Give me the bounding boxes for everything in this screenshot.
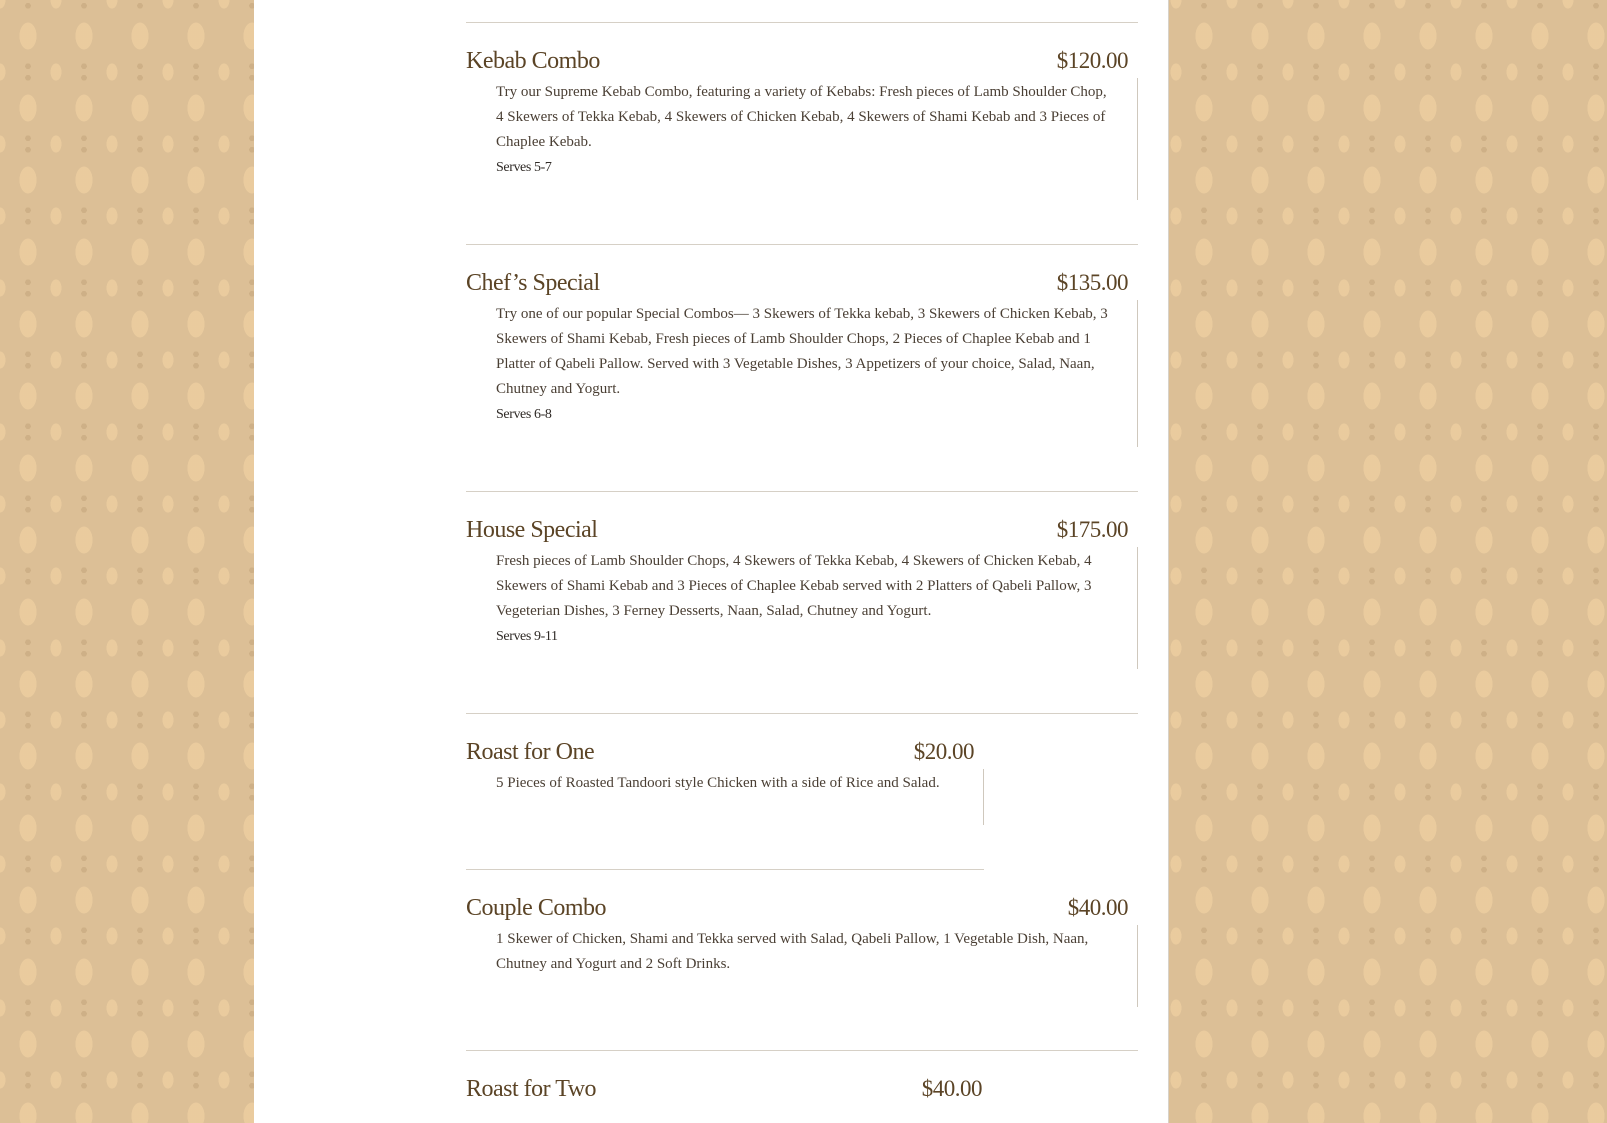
menu-item-header: [466, 895, 1138, 925]
menu-item-name: Roast for One: [466, 739, 595, 765]
menu-item-body: [496, 769, 984, 825]
menu-item-description: 5 Pieces of Roasted Tandoori style Chicken with a side of Rice and Salad.: [496, 775, 940, 791]
menu-item-header: [466, 517, 1138, 547]
menu-item-price: $40.00: [1067, 895, 1128, 920]
divider: [466, 22, 1138, 23]
menu-page: [254, 0, 1169, 1123]
menu-item-body: [496, 925, 1138, 1007]
menu-item-name: Kebab Combo: [466, 48, 600, 74]
menu-item-description: Try one of our popular Special Combos— 3 Skewers of Tekka kebab, 3 Skewers of Chicken Kebab, 3 Skewers of Shami Kebab, Fresh pieces of Lamb Shoulder Chops, 2 Pieces of Chaplee Kebab and 1 Platter of Qabeli Pallow. Served with 3 Vegetable Dishes, 3 Appetizers of your choice, Salad, Naan, Chutney and Yogurt.: [496, 306, 1108, 397]
menu-item-price: $135.00: [1056, 270, 1128, 295]
menu-item-serves: Serves 9-11: [496, 629, 558, 644]
divider: [466, 1050, 1138, 1051]
menu-item-price: $120.00: [1056, 48, 1128, 73]
divider: [466, 491, 1138, 492]
menu-item-header: [466, 270, 1138, 300]
menu-item-price: $175.00: [1056, 517, 1128, 542]
menu-item-name: House Special: [466, 517, 598, 543]
menu-item-price: $20.00: [913, 739, 974, 764]
menu-item-serves: Serves 5-7: [496, 160, 552, 175]
menu-item-description: 1 Skewer of Chicken, Shami and Tekka served with Salad, Qabeli Pallow, 1 Vegetable Dish, Naan, Chutney and Yogurt and 2 Soft Drinks.: [496, 931, 1089, 972]
menu-item-price: $40.00: [921, 1076, 982, 1101]
menu-item-header: [466, 1076, 992, 1106]
menu-item-description: Try our Supreme Kebab Combo, featuring a variety of Kebabs: Fresh pieces of Lamb Shoulder Chop, 4 Skewers of Tekka Kebab, 4 Skewers of Chicken Kebab, 4 Skewers of Shami Kebab and 3 Pieces of Chaplee Kebab.: [496, 84, 1107, 150]
divider: [466, 244, 1138, 245]
menu-item-serves: Serves 6-8: [496, 407, 552, 422]
menu-item-body: [496, 547, 1138, 669]
menu-item-header: [466, 739, 984, 769]
menu-item-body: [496, 78, 1138, 200]
menu-item-description: Fresh pieces of Lamb Shoulder Chops, 4 Skewers of Tekka Kebab, 4 Skewers of Chicken Kebab, 4 Skewers of Shami Kebab and 3 Pieces of Chaplee Kebab served with 2 Platters of Qabeli Pallow, 3 Vegeterian Dishes, 3 Ferney Desserts, Naan, Salad, Chutney and Yogurt.: [496, 553, 1092, 619]
menu-item-name: Chef’s Special: [466, 270, 600, 296]
divider: [466, 713, 1138, 714]
divider: [466, 869, 984, 870]
menu-item-name: Roast for Two: [466, 1076, 597, 1102]
menu-item-name: Couple Combo: [466, 895, 607, 921]
menu-item-header: [466, 48, 1138, 78]
menu-item-body: [496, 300, 1138, 447]
